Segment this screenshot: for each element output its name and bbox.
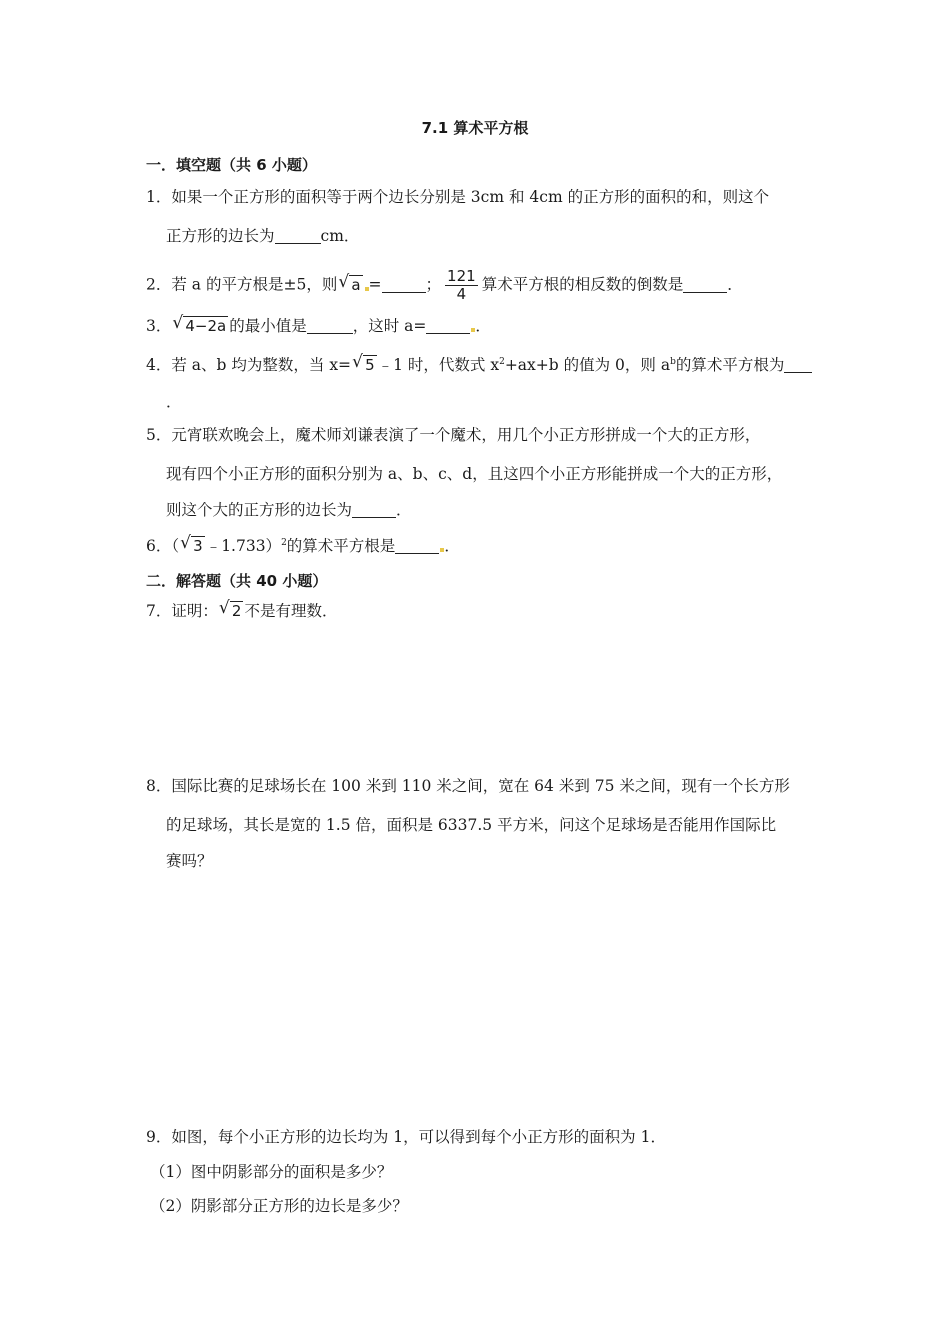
- exponent: 2: [499, 357, 505, 367]
- fraction-denominator: 4: [456, 285, 467, 303]
- question-text: 若 a 的平方根是±5，则: [171, 275, 338, 294]
- answer-blank[interactable]: [395, 537, 439, 554]
- question-2: [146, 268, 743, 303]
- answer-blank[interactable]: [683, 276, 727, 293]
- square-root-expression: [218, 598, 244, 621]
- period: ．: [444, 537, 460, 555]
- question-9-part-1: （1）图中阴影部分的面积是多少？: [150, 1163, 393, 1181]
- question-text: ﹣1.733）: [205, 537, 282, 555]
- period: ．: [727, 275, 743, 294]
- question-text: 的足球场，其长是宽的 1.5 倍，面积是 6337.5 平方米，问这个足球场是否能用作国际比: [166, 816, 777, 834]
- question-8-line-2: [166, 815, 776, 835]
- question-3: [146, 313, 491, 336]
- exponent: 2: [281, 538, 287, 548]
- question-text: 国际比赛的足球场长在 100 米到 110 米之间，宽在 64 米到 75 米之间，现有一个长方形: [171, 777, 790, 795]
- question-text: 不是有理数．: [244, 602, 338, 620]
- question-9-part-2: （2）阴影部分正方形的边长是多少？: [150, 1197, 408, 1215]
- answer-blank[interactable]: [352, 501, 396, 518]
- answer-blank[interactable]: [426, 317, 470, 334]
- unit-text: cm．: [320, 227, 360, 245]
- question-text: 元宵联欢晚会上，魔术师刘谦表演了一个魔术，用几个小正方形拼成一个大的正方形，: [171, 426, 761, 444]
- fraction-numerator: 121: [447, 267, 476, 285]
- section-fill-blank-heading: 一．填空题（共 6 小题）: [146, 156, 317, 174]
- question-text: 证明：: [171, 602, 218, 620]
- period: ．: [166, 393, 182, 411]
- question-text: 则这个大的正方形的边长为: [166, 501, 353, 519]
- question-text: 的算术平方根为: [675, 356, 785, 374]
- answer-blank[interactable]: [382, 276, 426, 293]
- period: ．: [475, 317, 491, 335]
- radicand: 4−2a: [185, 317, 227, 335]
- question-7: [146, 598, 338, 621]
- question-1-continued: [166, 226, 359, 246]
- radical-sign: √: [180, 533, 191, 553]
- question-4: [146, 352, 812, 375]
- question-number: 9．: [146, 1128, 172, 1146]
- question-number: 8．: [146, 777, 172, 795]
- question-5-line-2: [166, 464, 782, 484]
- question-text: （: [171, 537, 180, 555]
- square-root-expression: [338, 271, 362, 295]
- question-number: 3．: [146, 317, 172, 335]
- question-6: [146, 533, 460, 556]
- radical-sign: √: [338, 271, 350, 292]
- fraction: [445, 268, 478, 303]
- question-text: 赛吗？: [166, 852, 213, 870]
- question-5-line-3: [166, 500, 412, 520]
- question-text: 如图，每个小正方形的边长均为 1，可以得到每个小正方形的面积为 1．: [171, 1128, 666, 1146]
- answer-blank[interactable]: [275, 227, 321, 244]
- answer-blank[interactable]: [784, 356, 812, 373]
- radicand: 5: [365, 356, 375, 374]
- question-text: 现有四个小正方形的面积分别为 a、b、c、d，且这四个小正方形能拼成一个大的正方形，: [166, 465, 783, 483]
- question-4-continued: [166, 392, 182, 412]
- equals-sign: =: [368, 275, 382, 294]
- question-text: 如果一个正方形的面积等于两个边长分别是 3cm 和 4cm 的正方形的面积的和，则这个: [171, 188, 770, 206]
- question-text: 的最小值是: [229, 317, 307, 335]
- question-number: 4．: [146, 356, 172, 374]
- question-text: 正方形的边长为: [166, 227, 275, 245]
- question-8-line-3: [166, 851, 213, 871]
- question-number: 7．: [146, 602, 172, 620]
- radical-sign: √: [172, 313, 184, 333]
- question-number: 6．: [146, 537, 172, 555]
- question-text: +ax+b 的值为 0，则 a: [504, 356, 671, 374]
- question-8: [146, 776, 790, 796]
- square-root-expression: [180, 533, 205, 556]
- radical-sign: √: [218, 598, 230, 618]
- question-text: ，这时 a=: [352, 317, 427, 335]
- radicand: 2: [231, 602, 242, 620]
- radicand: 3: [193, 537, 203, 555]
- period: ．: [396, 501, 412, 519]
- section-answer-heading: 二．解答题（共 40 小题）: [146, 572, 328, 590]
- question-5: [146, 425, 760, 445]
- exponent: b: [670, 357, 676, 367]
- question-text: 算术平方根的相反数的倒数是: [481, 275, 684, 294]
- question-text: 若 a、b 均为整数，当 x=: [171, 356, 352, 374]
- square-root-expression: [352, 352, 377, 375]
- question-number: 1．: [146, 188, 172, 206]
- question-number: 2．: [146, 275, 172, 294]
- question-9: [146, 1127, 666, 1147]
- square-root-expression: [172, 313, 228, 336]
- question-number: 5．: [146, 426, 172, 444]
- question-text: 的算术平方根是: [286, 537, 396, 555]
- radical-sign: √: [352, 352, 363, 372]
- separator: ；: [425, 275, 442, 294]
- radicand: a: [351, 275, 361, 294]
- question-1: [146, 187, 769, 207]
- answer-blank[interactable]: [307, 317, 353, 334]
- page-title: 7.1 算术平方根: [421, 119, 529, 137]
- question-text: ﹣1 时，代数式 x: [377, 356, 500, 374]
